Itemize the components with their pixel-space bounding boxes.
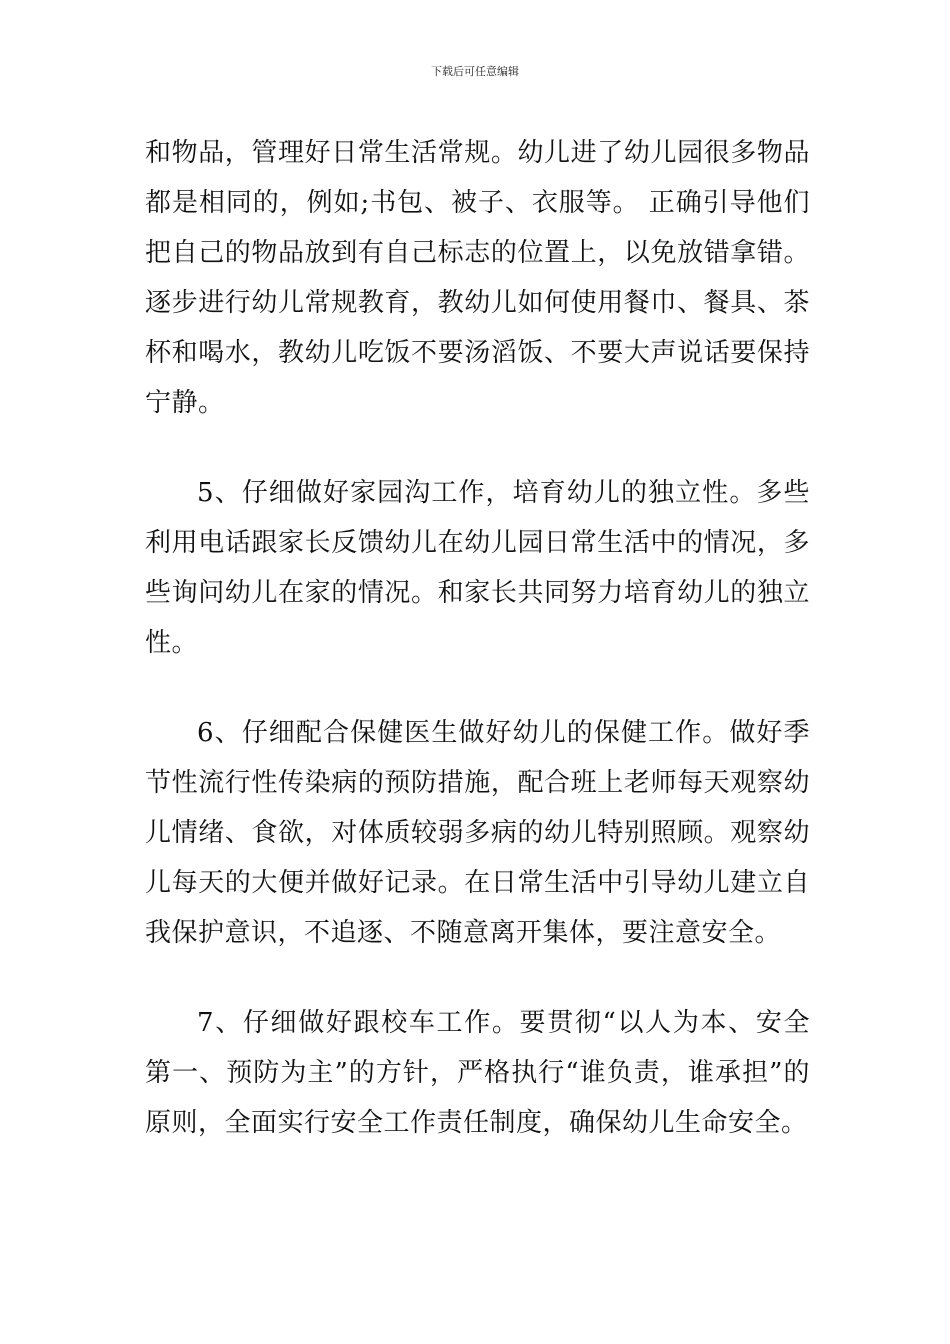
document-body <box>145 128 810 1148</box>
paragraph-gap <box>145 668 810 708</box>
paragraph-gap <box>145 428 810 468</box>
paragraph-gap <box>145 958 810 998</box>
paragraph-4: 7、仔细做好跟校车工作。要贯彻“以人为本、安全第一、预防为主”的方针，严格执行“谁负责，谁承担”的原则，全面实行安全工作责任制度，确保幼儿生命安全。 <box>145 1008 810 1138</box>
paragraph-3: 6、仔细配合保健医生做好幼儿的保健工作。做好季节性流行性传染病的预防措施，配合班上老师每天观察幼儿情绪、食欲，对体质较弱多病的幼儿特别照顾。观察幼儿每天的大便并做好记录。在日常生活中引导幼儿建立自我保护意识，不追逐、不随意离开集体，要注意安全。 <box>145 718 810 948</box>
page-header-note: 下载后可任意编辑 <box>431 65 519 78</box>
paragraph-2: 5、仔细做好家园沟工作，培育幼儿的独立性。多些利用电话跟家长反馈幼儿在幼儿园日常生活中的情况，多些询问幼儿在家的情况。和家长共同努力培育幼儿的独立性。 <box>145 478 810 658</box>
paragraph-1: 和物品，管理好日常生活常规。幼儿进了幼儿园很多物品都是相同的，例如;书包、被子、衣服等。 正确引导他们把自己的物品放到有自己标志的位置上，以免放错拿错。逐步进行幼儿常规教育，教幼儿如何使用餐巾、餐具、茶杯和喝水，教幼儿吃饭不要汤滔饭、不要大声说话要保持宁静。 <box>145 138 810 418</box>
